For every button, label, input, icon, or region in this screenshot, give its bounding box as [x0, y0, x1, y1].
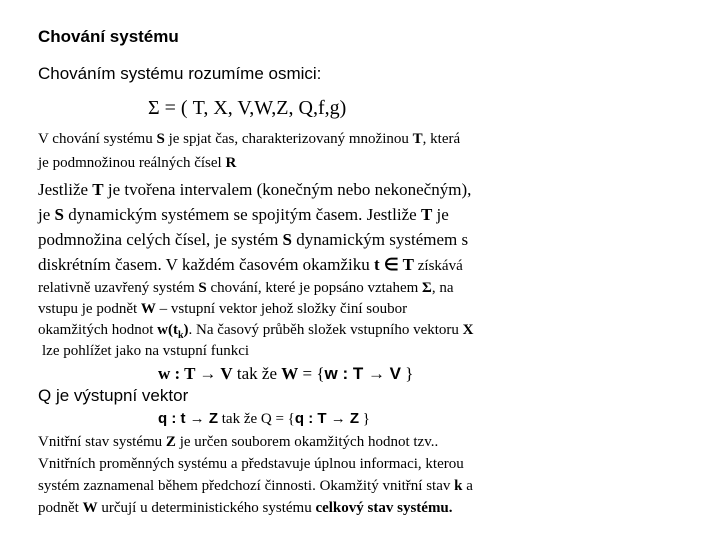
paragraph-state-line-3: systém zaznamenal během předchozí činnosti. Okamžitý vnitřní stav k a [38, 478, 473, 494]
paragraph-dynamic-line-1: Jestliže T je tvořena intervalem (konečným nebo nekonečným), [38, 180, 472, 199]
paragraph-state-line-2: Vnitřních proměnných systému a představuje úplnou informaci, kterou [38, 456, 464, 472]
output-relation: q : t → Z tak že Q = {q : T → Z } [158, 410, 370, 427]
paragraph-dynamic-line-2: je S dynamickým systémem se spojitým časem. Jestliže T je [38, 205, 449, 224]
output-vector-label: Q je výstupní vektor [38, 386, 189, 405]
paragraph-dynamic-line-4: diskrétním časem. V každém časovém okamžiku t ∈ T získává [38, 255, 463, 274]
input-relation: w : T → V tak že W = {w : T → V } [158, 364, 414, 383]
paragraph-time-line-1: V chování systému S je spjat čas, charakterizovaný množinou T, která [38, 131, 461, 147]
intro-text: Chováním systému rozumíme osmici: [38, 64, 322, 83]
page-title: Chování systému [38, 27, 179, 46]
paragraph-input-line-2: vstupu je podnět W – vstupní vektor jehož složky činí soubor [38, 301, 408, 317]
paragraph-time-line-2: je podmnožinou reálných čísel R [38, 155, 237, 171]
paragraph-state-line-1: Vnitřní stav systému Z je určen souborem okamžitých hodnot tzv.. [38, 434, 439, 450]
formula-sigma: Σ = ( T, X, V,W,Z, Q,f,g) [148, 97, 347, 119]
paragraph-input-line-3: okamžitých hodnot $w(t_k)$. Na časový průběh složek vstupního vektoru X [38, 322, 474, 341]
paragraph-input-line-4: lze pohlížet jako na vstupní funkci [42, 343, 250, 359]
paragraph-input-line-1: relativně uzavřený systém S chování, které je popsáno vztahem Σ, na [38, 280, 454, 296]
paragraph-dynamic-line-3: podmnožina celých čísel, je systém S dynamickým systémem s [38, 230, 469, 249]
paragraph-state-line-4: podnět W určují u deterministického systému celkový stav systému. [38, 500, 453, 516]
